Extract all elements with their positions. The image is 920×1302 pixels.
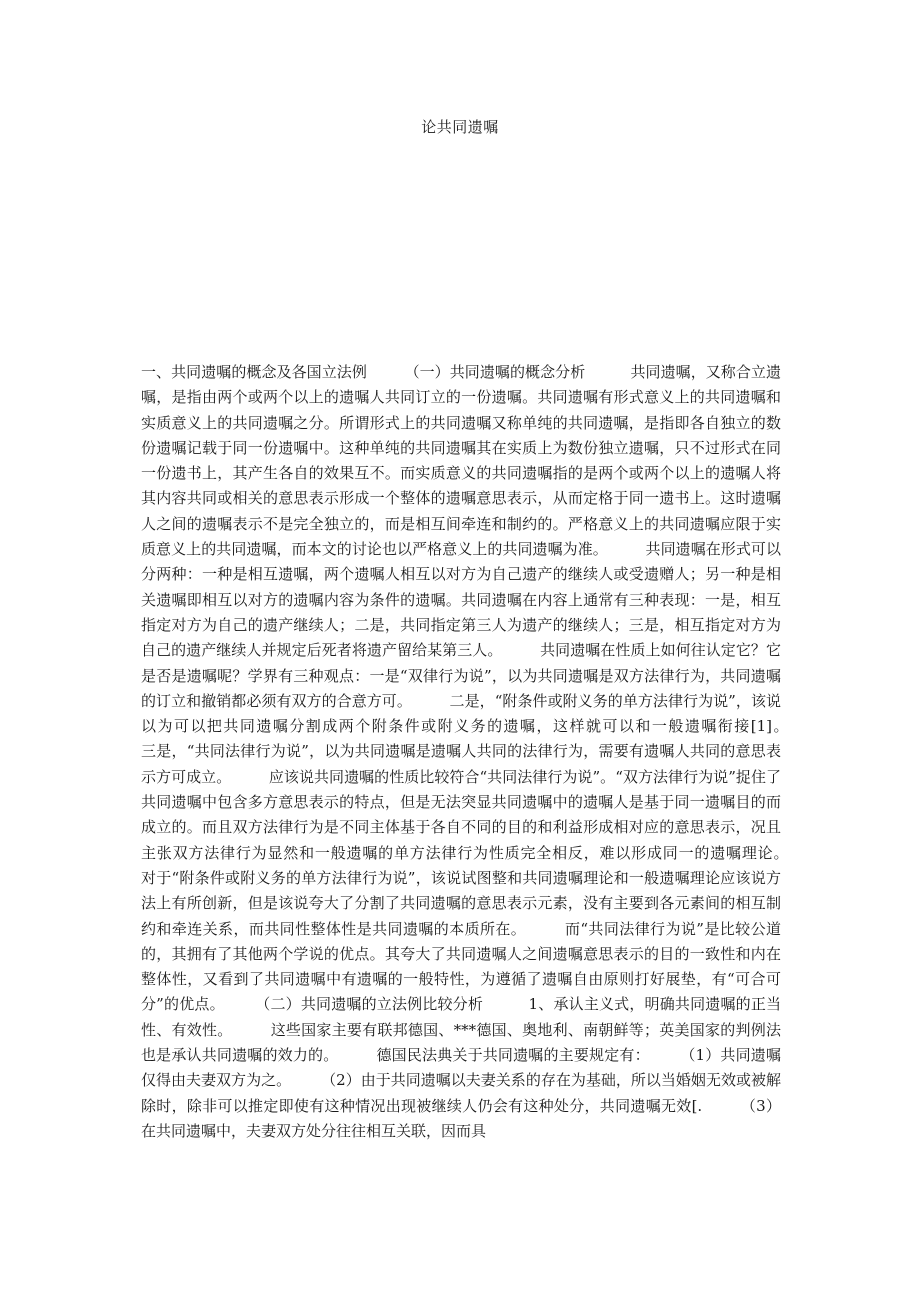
document-body-text: 一、共同遗嘱的概念及各国立法例 （一）共同遗嘱的概念分析 共同遗嘱，又称合立遗嘱，是指由两个或两个以上的遗嘱人共同订立的一份遗嘱。共同遗嘱有形式意义上的共同遗嘱和实质意义上的共同遗嘱之分。所谓形式上的共同遗嘱又称单纯的共同遗嘱，是指即各自独立的数份遗嘱记载于同一份遗嘱中。这种单纯的共同遗嘱其在实质上为数份独立遗嘱，只不过形式在同一份遗书上，其产生各自的效果互不。而实质意义的共同遗嘱指的是两个或两个以上的遗嘱人将其内容共同或相关的意思表示形成一个整体的遗嘱意思表示，从而定格于同一遗书上。这时遗嘱人之间的遗嘱表示不是完全独立的，而是相互间牵连和制约的。严格意义上的共同遗嘱应限于实质意义上的共同遗嘱，而本文的讨论也以严格意义上的共同遗嘱为准。 共同遗嘱在形式可以分两种：一种是相互遗嘱，两个遗嘱人相互以对方为自己遗产的继续人或受遗赠人；另一种是相关遗嘱即相互以对方的遗嘱内容为条件的遗嘱。共同遗嘱在内容上通常有三种表现：一是，相互指定对方为自己的遗产继续人；二是，共同指定第三人为遗产的继续人；三是，相互指定对方为自己的遗产继续人并规定后死者将遗产留给某第三人。 共同遗嘱在性质上如何往认定它？它是否是遗嘱呢？学界有三种观点：一是“双律行为说”，以为共同遗嘱是双方法律行为，共同遗嘱的订立和撤销都必须有双方的合意方可。 二是，“附条件或附义务的单方法律行为说”，该说以为可以把共同遗嘱分割成两个附条件或附义务的遗嘱，这样就可以和一般遗嘱衔接[1]。 三是，“共同法律行为说”，以为共同遗嘱是遗嘱人共同的法律行为，需要有遗嘱人共同的意思表示方可成立。 应该说共同遗嘱的性质比较符合“共同法律行为说”。“双方法律行为说”捉住了共同遗嘱中包含多方意思表示的特点，但是无法突显共同遗嘱中的遗嘱人是基于同一遗嘱目的而成立的。而且双方法律行为是不同主体基于各自不同的目的和利益形成相对应的意思表示，况且主张双方法律行为显然和一般遗嘱的单方法律行为性质完全相反，难以形成同一的遗嘱理论。 对于“附条件或附义务的单方法律行为说”，该说试图整和共同遗嘱理论和一般遗嘱理论应该说方法上有所创新，但是该说夸大了分割了共同遗嘱的意思表示元素，没有主要到各元素间的相互制约和牵连关系，而共同性整体性是共同遗嘱的本质所在。 而“共同法律行为说”是比较公道的，其拥有了其他两个学说的优点。其夸大了共同遗嘱人之间遗嘱意思表示的目的一致性和内在整体性，又看到了共同遗嘱中有遗嘱的一般特性，为遵循了遗嘱自由原则打好展垫，有“可合可分”的优点。 （二）共同遗嘱的立法例比较分析 1、承认主义式，明确共同遗嘱的正当性、有效性。 这些国家主要有联邦德国、***德国、奥地利、南朝鲜等；英美国家的判例法也是承认共同遗嘱的效力的。 德国民法典关于共同遗嘱的主要规定有： （1）共同遗嘱仅得由夫妻双方为之。 （2）由于共同遗嘱以夫妻关系的存在为基础，所以当婚姻无效或被解除时，除非可以推定即使有这种情况出现被继续人仍会有这种处分，共同遗嘱无效[. （3）在共同遗嘱中，夫妻双方处分往往相互关联，因而具 — [141, 363, 827, 1140]
document-title: 论共同遗嘱 — [421, 118, 499, 136]
